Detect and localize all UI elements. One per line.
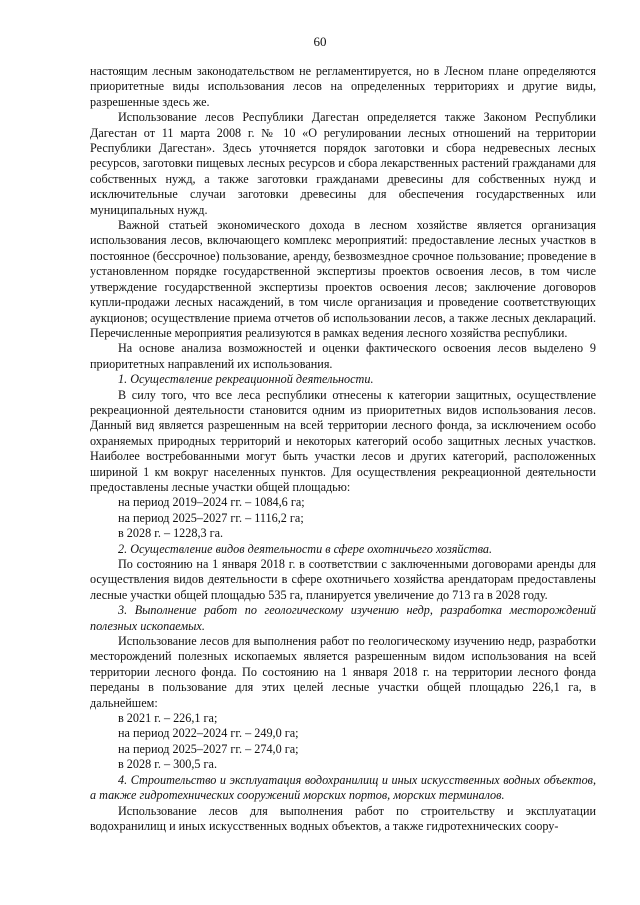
paragraph: Важной статьей экономического дохода в лесном хозяйстве является организация использования лесов, включающего комплекс мероприятий: предоставление лесных участков в постоянное (бессрочное) пользование, аренду, безвозмездное срочное пользование; проведение в установленном порядке государственной экспертизы проектов освоения лесов, в том числе утверждение государственной экспертизы проектов освоения лесов; заключение договоров купли-продажи лесных насаждений, в том числе организация и проведение соответствующих аукционов; осуществление приема отчетов об использовании лесов, а также лесных деклараций. Перечисленные мероприятия реализуются в рамках ведения лесного хозяйства республики. [90,218,596,340]
page-number: 60 [313,34,327,49]
section-heading: 3. Выполнение работ по геологическому изучению недр, разработка месторождений полезных ископаемых. [90,603,596,633]
list-item: на период 2022–2024 гг. – 249,0 га; [118,726,299,741]
section-heading: 2. Осуществление видов деятельности в сфере охотничьего хозяйства. [118,541,493,556]
paragraph: В силу того, что все леса республики отнесены к категории защитных, осуществление рекреационной деятельности становится одним из приоритетных видов использования лесов. Данный вид является разрешенным на всей территории лесного фонда, за исключением особо охраняемых природных территорий и некоторых категорий особо защитных лесных участков. Наиболее востребованными могут быть участки лесов и других категорий, расположенных шириной 1 км вокруг населенных пунктов. Для осуществления рекреационной деятельности предоставлены лесные участки общей площадью: [90,387,596,494]
section-heading: 1. Осуществление рекреационной деятельности. [118,372,374,387]
list-item: на период 2019–2024 гг. – 1084,6 га; [118,495,305,510]
paragraph: На основе анализа возможностей и оценки фактического освоения лесов выделено 9 приоритетных направлений их использования. [90,341,596,371]
list-item: на период 2025–2027 гг. – 1116,2 га; [118,510,304,525]
paragraph: настоящим лесным законодательством не регламентируется, но в Лесном плане определяются приоритетные виды использования лесов на определенных территориях и другие виды, разрешенные здесь же. [90,64,596,109]
list-item: в 2021 г. – 226,1 га; [118,711,218,726]
list-item: в 2028 г. – 300,5 га. [118,757,218,772]
section-heading: 4. Строительство и эксплуатация водохранилищ и иных искусственных водных объектов, а также гидротехнических сооружений морских портов, морских терминалов. [90,772,596,803]
list-item: на период 2025–2027 гг. – 274,0 га; [118,741,299,756]
paragraph: По состоянию на 1 января 2018 г. в соответствии с заключенными договорами аренды для осуществления видов деятельности в сфере охотничьего хозяйства арендаторам предоставлены лесные участки общей площадью 535 га, планируется увеличение до 713 га в 2028 году. [90,557,596,602]
document-body [90,64,596,834]
paragraph: Использование лесов Республики Дагестан определяется также Законом Республики Дагестан от 11 марта 2008 г. № 10 «О регулировании лесных отношений на территории Республики Дагестан». Здесь уточняется порядок заготовки и сбора недревесных лесных ресурсов, заготовки пищевых лесных ресурсов и сбора лекарственных растений гражданами для собственных нужд, а также заготовки гражданами древесины для собственных нужд и исключительные случаи заготовки древесины для обеспечения государственных или муниципальных нужд. [90,110,596,217]
paragraph: Использование лесов для выполнения работ по строительству и эксплуатации водохранилищ и иных искусственных водных объектов, а также гидротехнических соору- [90,803,596,833]
paragraph: Использование лесов для выполнения работ по геологическому изучению недр, разработки месторождений полезных ископаемых является разрешенным видом использования на всей территории лесного фонда. По состоянию на 1 января 2018 г. на территории лесного фонда переданы в пользование для этих целей лесные участки общей площадью 226,1 га, в дальнейшем: [90,634,596,710]
list-item: в 2028 г. – 1228,3 га. [118,526,224,541]
